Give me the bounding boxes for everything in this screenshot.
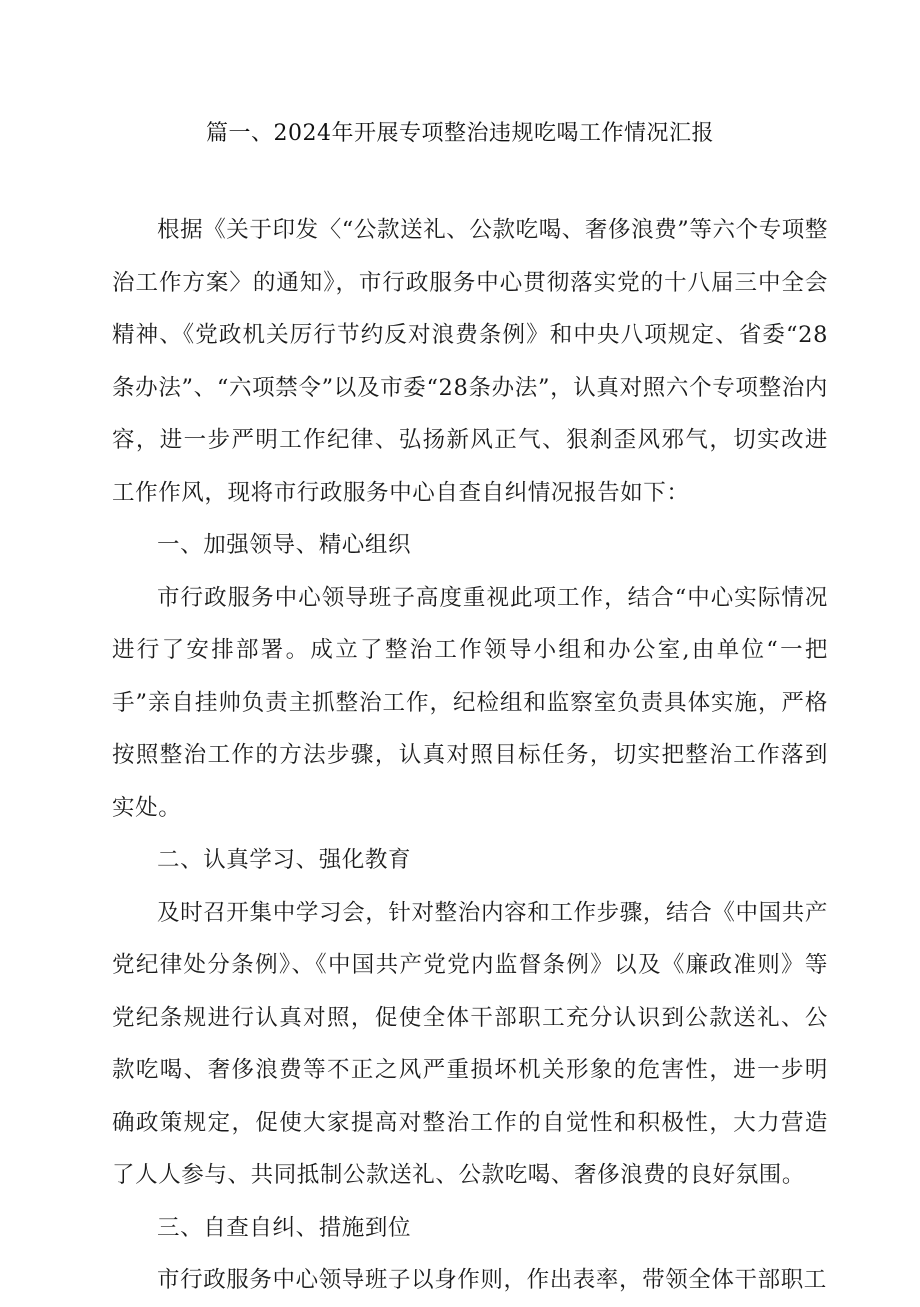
section-2-paragraph: 及时召开集中学习会，针对整治内容和工作步骤，结合《中国共产党纪律处分条例》、《中国共产党党内监督条例》以及《廉政准则》等党纪条规进行认真对照，促使全体干部职工充分认识到公款送礼、公款吃喝、奢侈浪费等不正之风严重损坏机关形象的危害性，进一步明确政策规定，促使大家提高对整治工作的自觉性和积极性，大力营造了人人参与、共同抵制公款送礼、公款吃喝、奢侈浪费的良好氛围。 [112, 899, 828, 1188]
section-3-paragraph: 市行政服务中心领导班子以身作则，作出表率，带领全体干部职工 [157, 1267, 827, 1293]
section-heading-3: 三、自查自纠、措施到位 [157, 1214, 412, 1241]
section-heading-2: 二、认真学习、强化教育 [157, 847, 412, 873]
section-heading-1: 一、加强领导、精心组织 [157, 532, 412, 558]
document-title: 篇一、2024年开展专项整治违规吃喝工作情况汇报 [206, 121, 714, 146]
intro-paragraph: 根据《关于印发〈“公款送礼、公款吃喝、奢侈浪费”等六个专项整治工作方案〉的通知》，市行政服务中心贯彻落实党的十八届三中全会精神、《党政机关厉行节约反对浪费条例》和中央八项规定、省委“28条办法”、“六项禁令”以及市委“28条办法”，认真对照六个专项整治内容，进一步严明工作纪律、弘扬新风正气、狠刹歪风邪气，切实改进工作作风，现将市行政服务中心自查自纠情况报告如下： [112, 217, 829, 506]
section-1-paragraph: 市行政服务中心领导班子高度重视此项工作，结合“中心实际情况进行了安排部署。成立了整治工作领导小组和办公室,由单位“一把手”亲自挂帅负责主抓整治工作，纪检组和监察室负责具体实施，严格按照整治工作的方法步骤，认真对照目标任务，切实把整治工作落到实处。 [112, 584, 828, 821]
document-body [112, 204, 828, 1307]
